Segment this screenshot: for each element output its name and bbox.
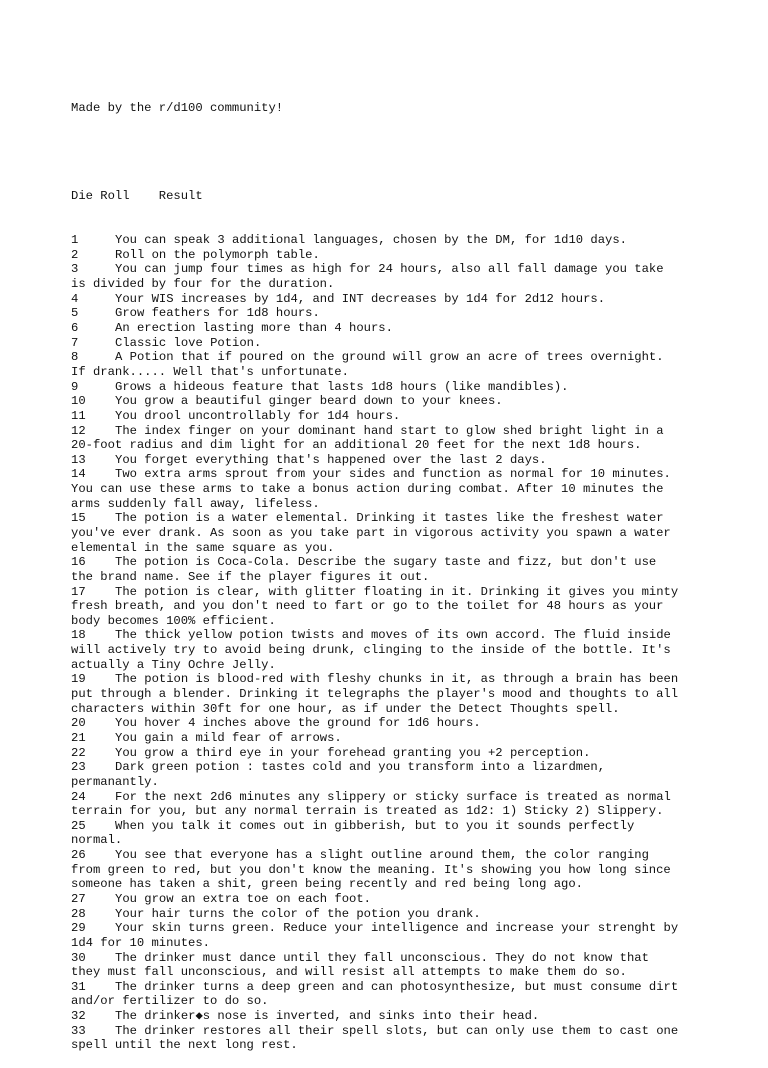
result-entry bbox=[71, 380, 711, 395]
result-line bbox=[71, 424, 711, 439]
result-continuation-line bbox=[71, 570, 711, 585]
result-line bbox=[71, 233, 711, 248]
result-text: The potion is clear, with glitter floating in it. Drinking it gives you minty bbox=[115, 584, 679, 599]
result-line bbox=[71, 848, 711, 863]
result-text: The thick yellow potion twists and moves of its own accord. The fluid inside bbox=[115, 628, 671, 643]
result-text: For the next 2d6 minutes any slippery or sticky surface is treated as normal bbox=[115, 789, 671, 804]
result-entry bbox=[71, 628, 711, 672]
result-line bbox=[71, 306, 711, 321]
result-continuation-line bbox=[71, 994, 711, 1009]
result-line bbox=[71, 716, 711, 731]
result-text: An erection lasting more than 4 hours. bbox=[115, 321, 393, 336]
header-result: Result bbox=[158, 189, 203, 204]
result-line bbox=[71, 628, 711, 643]
result-continuation-line bbox=[71, 702, 711, 717]
roll-number: 9 bbox=[71, 379, 79, 394]
roll-number: 27 bbox=[71, 892, 86, 906]
result-entry bbox=[71, 892, 711, 907]
roll-number: 33 bbox=[71, 1023, 86, 1038]
result-text: You can use these arms to take a bonus action during combat. After 10 minutes the bbox=[71, 482, 664, 497]
roll-number: 29 bbox=[71, 921, 86, 936]
result-continuation-line bbox=[71, 614, 711, 629]
result-line bbox=[71, 760, 711, 775]
roll-number: 32 bbox=[71, 1009, 86, 1024]
result-text: The index finger on your dominant hand start to glow shed bright light in a bbox=[115, 423, 664, 438]
result-entry bbox=[71, 848, 711, 892]
result-line bbox=[71, 746, 711, 761]
roll-number: 10 bbox=[71, 394, 86, 409]
result-text: The potion is blood-red with fleshy chunks in it, as through a brain has been bbox=[115, 672, 679, 687]
result-entry bbox=[71, 760, 711, 789]
result-text: You forget everything that's happened over the last 2 days. bbox=[115, 452, 547, 467]
result-text: You drool uncontrollably for 1d4 hours. bbox=[115, 408, 401, 423]
result-text: actually a Tiny Ochre Jelly. bbox=[71, 657, 276, 672]
result-text: will actively try to avoid being drunk, clinging to the inside of the bottle. It's bbox=[71, 643, 671, 658]
result-continuation-line bbox=[71, 438, 711, 453]
roll-number: 18 bbox=[71, 628, 86, 643]
result-continuation-line bbox=[71, 804, 711, 819]
result-text: Your hair turns the color of the potion you drank. bbox=[115, 906, 481, 921]
result-text: The potion is Coca-Cola. Describe the sugary taste and fizz, but don't use bbox=[115, 555, 657, 570]
result-continuation-line bbox=[71, 965, 711, 980]
result-continuation-line bbox=[71, 599, 711, 614]
result-text: terrain for you, but any normal terrain is treated as 1d2: 1) Sticky 2) Slippery. bbox=[71, 804, 664, 819]
result-text: When you talk it comes out in gibberish, but to you it sounds perfectly bbox=[115, 818, 635, 833]
result-continuation-line bbox=[71, 863, 711, 878]
roll-number: 24 bbox=[71, 789, 86, 804]
roll-number: 25 bbox=[71, 818, 86, 833]
result-entry bbox=[71, 716, 711, 731]
result-line bbox=[71, 248, 711, 263]
result-continuation-line bbox=[71, 775, 711, 790]
roll-number: 3 bbox=[71, 262, 79, 277]
result-line bbox=[71, 1009, 711, 1024]
result-line bbox=[71, 453, 711, 468]
result-text: elemental in the same square as you. bbox=[71, 540, 335, 555]
roll-number: 15 bbox=[71, 511, 86, 526]
roll-number: 12 bbox=[71, 423, 86, 438]
result-text: You gain a mild fear of arrows. bbox=[115, 730, 342, 745]
result-text: Two extra arms sprout from your sides and function as normal for 10 minutes. bbox=[115, 467, 671, 482]
result-text: fresh breath, and you don't need to fart or go to the toilet for 48 hours as your bbox=[71, 599, 664, 614]
result-text: You grow an extra toe on each foot. bbox=[115, 892, 371, 906]
result-entry bbox=[71, 336, 711, 351]
result-continuation-line bbox=[71, 526, 711, 541]
result-entry bbox=[71, 790, 711, 819]
result-text: is divided by four for the duration. bbox=[71, 277, 335, 292]
result-line bbox=[71, 262, 711, 277]
roll-number: 16 bbox=[71, 555, 86, 570]
result-text: someone has taken a shit, green being recently and red being long ago. bbox=[71, 877, 583, 892]
result-continuation-line bbox=[71, 482, 711, 497]
result-line bbox=[71, 731, 711, 746]
result-entry bbox=[71, 248, 711, 263]
roll-number: 30 bbox=[71, 950, 86, 965]
result-line bbox=[71, 921, 711, 936]
table-header bbox=[71, 189, 711, 204]
result-text: body becomes 100% efficient. bbox=[71, 613, 276, 628]
result-text: You grow a beautiful ginger beard down to your knees. bbox=[115, 394, 503, 409]
result-line bbox=[71, 907, 711, 922]
result-text: The drinker must dance until they fall unconscious. They do not know that bbox=[115, 950, 649, 965]
result-entry bbox=[71, 672, 711, 716]
results-list bbox=[71, 233, 711, 1053]
result-text: If drank..... Well that's unfortunate. bbox=[71, 364, 349, 379]
result-entry bbox=[71, 306, 711, 321]
result-entry bbox=[71, 511, 711, 555]
result-entry bbox=[71, 731, 711, 746]
result-line bbox=[71, 511, 711, 526]
result-line bbox=[71, 892, 711, 907]
result-text: the brand name. See if the player figures it out. bbox=[71, 569, 430, 584]
result-text: spell until the next long rest. bbox=[71, 1038, 298, 1053]
roll-number: 13 bbox=[71, 452, 86, 467]
roll-number: 8 bbox=[71, 350, 79, 365]
result-line bbox=[71, 585, 711, 600]
result-text: normal. bbox=[71, 833, 123, 848]
result-entry bbox=[71, 262, 711, 291]
roll-number: 14 bbox=[71, 467, 86, 482]
result-text: The drinker◆s nose is inverted, and sinks into their head. bbox=[115, 1009, 540, 1024]
result-line bbox=[71, 350, 711, 365]
result-line bbox=[71, 1024, 711, 1039]
result-text: characters within 30ft for one hour, as if under the Detect Thoughts spell. bbox=[71, 701, 620, 716]
result-entry bbox=[71, 350, 711, 379]
document-page bbox=[71, 72, 711, 1068]
result-text: Grows a hideous feature that lasts 1d8 hours (like mandibles). bbox=[115, 379, 569, 394]
result-entry bbox=[71, 907, 711, 922]
result-text: The potion is a water elemental. Drinking it tastes like the freshest water bbox=[115, 511, 664, 526]
roll-number: 20 bbox=[71, 716, 86, 731]
result-continuation-line bbox=[71, 497, 711, 512]
result-line bbox=[71, 672, 711, 687]
result-line bbox=[71, 380, 711, 395]
result-text: You can jump four times as high for 24 hours, also all fall damage you take bbox=[115, 262, 664, 277]
result-text: The drinker restores all their spell slots, but can only use them to cast one bbox=[115, 1023, 679, 1038]
result-entry bbox=[71, 321, 711, 336]
result-text: You can speak 3 additional languages, chosen by the DM, for 1d10 days. bbox=[115, 233, 627, 248]
result-entry bbox=[71, 424, 711, 453]
result-text: put through a blender. Drinking it telegraphs the player's mood and thoughts to all bbox=[71, 687, 679, 702]
result-continuation-line bbox=[71, 658, 711, 673]
roll-number: 5 bbox=[71, 306, 79, 321]
result-continuation-line bbox=[71, 936, 711, 951]
result-entry bbox=[71, 921, 711, 950]
result-line bbox=[71, 980, 711, 995]
result-line bbox=[71, 555, 711, 570]
result-continuation-line bbox=[71, 687, 711, 702]
result-text: arms suddenly fall away, lifeless. bbox=[71, 496, 320, 511]
result-line bbox=[71, 467, 711, 482]
roll-number: 21 bbox=[71, 730, 86, 745]
result-text: You hover 4 inches above the ground for 1d6 hours. bbox=[115, 716, 481, 731]
result-text: permanantly. bbox=[71, 774, 159, 789]
result-entry bbox=[71, 394, 711, 409]
result-continuation-line bbox=[71, 877, 711, 892]
result-line bbox=[71, 336, 711, 351]
result-text: you've ever drank. As soon as you take part in vigorous activity you spawn a water bbox=[71, 525, 671, 540]
result-text: they must fall unconscious, and will resist all attempts to make them do so. bbox=[71, 965, 627, 980]
result-text: Classic love Potion. bbox=[115, 335, 262, 350]
roll-number: 19 bbox=[71, 672, 86, 687]
result-entry bbox=[71, 819, 711, 848]
result-entry bbox=[71, 746, 711, 761]
result-text: Your skin turns green. Reduce your intelligence and increase your strenght by bbox=[115, 921, 679, 936]
result-continuation-line bbox=[71, 365, 711, 380]
roll-number: 17 bbox=[71, 584, 86, 599]
result-line bbox=[71, 790, 711, 805]
result-entry bbox=[71, 467, 711, 511]
roll-number: 28 bbox=[71, 906, 86, 921]
result-text: You see that everyone has a slight outline around them, the color ranging bbox=[115, 848, 649, 863]
blank-line bbox=[71, 145, 711, 160]
roll-number: 7 bbox=[71, 335, 79, 350]
result-continuation-line bbox=[71, 541, 711, 556]
result-text: The drinker turns a deep green and can photosynthesize, but must consume dirt bbox=[115, 979, 679, 994]
roll-number: 22 bbox=[71, 745, 86, 760]
result-text: A Potion that if poured on the ground will grow an acre of trees overnight. bbox=[115, 350, 664, 365]
result-entry bbox=[71, 1009, 711, 1024]
header-die-roll: Die Roll bbox=[71, 189, 130, 204]
result-entry bbox=[71, 555, 711, 584]
roll-number: 4 bbox=[71, 291, 79, 306]
result-entry bbox=[71, 951, 711, 980]
result-entry bbox=[71, 292, 711, 307]
roll-number: 31 bbox=[71, 979, 86, 994]
result-text: Your WIS increases by 1d4, and INT decreases by 1d4 for 2d12 hours. bbox=[115, 291, 606, 306]
result-line bbox=[71, 321, 711, 336]
result-entry bbox=[71, 453, 711, 468]
result-line bbox=[71, 292, 711, 307]
result-entry bbox=[71, 980, 711, 1009]
result-text: and/or fertilizer to do so. bbox=[71, 994, 269, 1009]
result-text: 1d4 for 10 minutes. bbox=[71, 935, 210, 950]
result-text: Roll on the polymorph table. bbox=[115, 247, 320, 262]
result-continuation-line bbox=[71, 1038, 711, 1053]
result-line bbox=[71, 819, 711, 834]
intro-line: Made by the r/d100 community! bbox=[71, 101, 284, 116]
result-entry bbox=[71, 409, 711, 424]
result-text: Grow feathers for 1d8 hours. bbox=[115, 306, 320, 321]
result-text: You grow a third eye in your forehead granting you +2 perception. bbox=[115, 745, 591, 760]
roll-number: 1 bbox=[71, 233, 79, 248]
result-text: 20-foot radius and dim light for an additional 20 feet for the next 1d8 hours. bbox=[71, 438, 642, 453]
result-line bbox=[71, 951, 711, 966]
roll-number: 2 bbox=[71, 247, 79, 262]
result-entry bbox=[71, 233, 711, 248]
result-line bbox=[71, 394, 711, 409]
result-text: Dark green potion : tastes cold and you transform into a lizardmen, bbox=[115, 760, 606, 775]
result-continuation-line bbox=[71, 277, 711, 292]
result-continuation-line bbox=[71, 643, 711, 658]
roll-number: 23 bbox=[71, 760, 86, 775]
result-entry bbox=[71, 1024, 711, 1053]
roll-number: 6 bbox=[71, 321, 79, 336]
roll-number: 11 bbox=[71, 408, 86, 423]
result-text: from green to red, but you don't know the meaning. It's showing you how long since bbox=[71, 862, 671, 877]
roll-number: 26 bbox=[71, 848, 86, 863]
result-line bbox=[71, 409, 711, 424]
result-entry bbox=[71, 585, 711, 629]
result-continuation-line bbox=[71, 833, 711, 848]
